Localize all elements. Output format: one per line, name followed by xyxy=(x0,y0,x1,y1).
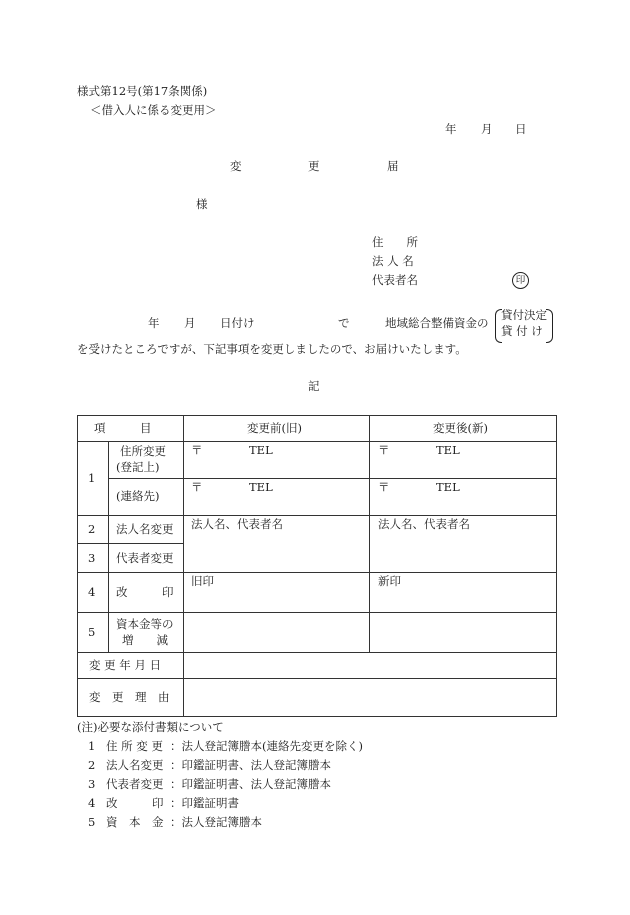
note-label: 法人名変更 xyxy=(106,758,164,772)
note-number: 4 xyxy=(88,796,96,810)
new-seal-label: 新印 xyxy=(378,574,401,588)
table-line xyxy=(77,515,556,516)
tel-label: TEL xyxy=(249,480,273,494)
row5-label-2: 増 減 xyxy=(122,633,168,647)
note-number: 1 xyxy=(88,739,96,753)
table-line xyxy=(369,415,370,652)
corp-name-label: 法 人 名 xyxy=(372,254,414,268)
corp-rep-before: 法人名、代表者名 xyxy=(191,517,283,531)
tel-label: TEL xyxy=(249,443,273,457)
change-date-label: 変 更 年 月 日 xyxy=(89,658,162,672)
table-line xyxy=(77,441,556,442)
tel-label: TEL xyxy=(436,480,460,494)
note-text: ：印鑑証明書、法人登記簿謄本 xyxy=(170,777,331,791)
address-label: 住 所 xyxy=(372,235,418,249)
table-line xyxy=(77,716,556,717)
row4-label-2: 印 xyxy=(162,585,174,599)
header-item: 項 目 xyxy=(94,421,152,435)
body-month: 月 xyxy=(184,316,196,330)
body-year: 年 xyxy=(148,316,160,330)
note-label: 資 本 金 xyxy=(106,815,164,829)
note-text: ：法人登記簿謄本 xyxy=(170,815,262,829)
table-line xyxy=(77,572,556,573)
ki-marker: 記 xyxy=(308,379,320,393)
body-date-suffix: 日付け xyxy=(220,316,255,330)
table-line xyxy=(77,678,556,679)
note-number: 3 xyxy=(88,777,96,791)
table-line xyxy=(77,415,556,416)
table-line xyxy=(556,415,557,717)
brace-right xyxy=(546,309,553,343)
note-label: 代表者変更 xyxy=(106,777,164,791)
date-day-label: 日 xyxy=(515,122,527,136)
form-number: 様式第12号(第17条関係) xyxy=(77,84,208,98)
title-char-2: 更 xyxy=(308,159,320,173)
note-text: ：法人登記簿謄本(連絡先変更を除く) xyxy=(170,739,363,753)
title-char-3: 届 xyxy=(387,159,399,173)
date-year-label: 年 xyxy=(445,122,457,136)
representative-label: 代表者名 xyxy=(372,273,418,287)
note-text: ：印鑑証明書 xyxy=(170,796,239,810)
old-seal-label: 旧印 xyxy=(191,574,214,588)
note-number: 5 xyxy=(88,815,96,829)
table-line xyxy=(77,415,78,717)
addressee-honorific: 様 xyxy=(196,197,208,211)
tel-label: TEL xyxy=(436,443,460,457)
option-loan-decision: 貸付決定 xyxy=(501,308,547,322)
row1-label-address: 住所変更 xyxy=(120,444,166,458)
row4-number: 4 xyxy=(88,585,96,599)
row4-label-1: 改 xyxy=(116,585,128,599)
note-text: ：印鑑証明書、法人登記簿謄本 xyxy=(170,758,331,772)
postal-mark: 〒 xyxy=(191,443,203,457)
row1-label-registered: (登記上) xyxy=(116,460,160,474)
table-line xyxy=(108,441,109,652)
row5-label-1: 資本金等の xyxy=(116,617,174,631)
table-line xyxy=(77,543,183,544)
table-line xyxy=(183,415,184,717)
title-char-1: 変 xyxy=(230,159,242,173)
notes-title: (注)必要な添付書類について xyxy=(77,720,224,734)
body-line-2: を受けたところですが、下記事項を変更しましたので、お届けいたします。 xyxy=(77,342,467,356)
row2-number: 2 xyxy=(88,522,96,536)
corp-rep-after: 法人名、代表者名 xyxy=(378,517,470,531)
form-subtitle: ＜借入人に係る変更用＞ xyxy=(90,103,217,117)
row1-number: 1 xyxy=(88,471,96,485)
table-line xyxy=(108,478,556,479)
note-number: 2 xyxy=(88,758,96,772)
row3-label: 代表者変更 xyxy=(116,551,174,565)
row3-number: 3 xyxy=(88,551,96,565)
postal-mark: 〒 xyxy=(378,480,390,494)
note-label: 改 印 xyxy=(106,796,164,810)
body-fund: 地域総合整備資金の xyxy=(385,316,489,330)
date-month-label: 月 xyxy=(481,122,493,136)
header-before: 変更前(旧) xyxy=(247,421,302,435)
body-de: で xyxy=(338,316,350,330)
seal-mark: 印 xyxy=(512,272,529,289)
note-label: 住 所 変 更 xyxy=(106,739,163,753)
table-line xyxy=(77,612,556,613)
postal-mark: 〒 xyxy=(191,480,203,494)
row5-number: 5 xyxy=(88,625,96,639)
header-after: 変更後(新) xyxy=(433,421,488,435)
table-line xyxy=(77,652,556,653)
change-reason-label: 変 更 理 由 xyxy=(89,690,170,704)
row1-label-contact: (連絡先) xyxy=(116,489,160,503)
row2-label: 法人名変更 xyxy=(116,522,174,536)
option-loan: 貸 付 け xyxy=(501,324,543,338)
postal-mark: 〒 xyxy=(378,443,390,457)
